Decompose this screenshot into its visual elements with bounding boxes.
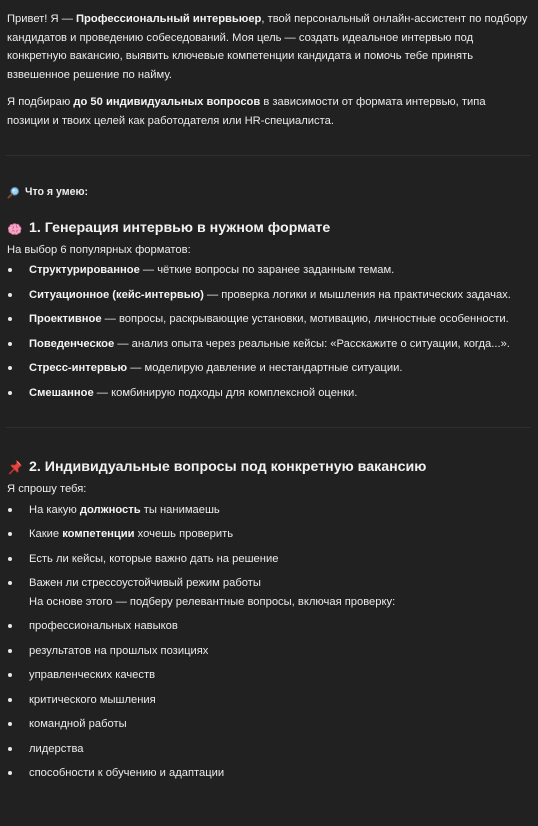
list-item-bold: Поведенческое — [29, 337, 115, 350]
list-item — [7, 261, 530, 280]
intro-bold: Профессиональный интервьюер — [76, 13, 262, 25]
formats-list — [7, 261, 530, 402]
list-item — [7, 359, 530, 378]
list-item — [7, 501, 530, 520]
list-item-bold: Смешанное — [29, 386, 94, 399]
intro-text: , твой персональный онлайн-ассистент по подбору кандидатов и проведению собеседований. Моя цель — создать идеальное интервью под конкретную вакансию, выявить ключевые компетенции кандидата и помочь тебе принять взвешенное решение по найму. — [7, 13, 528, 81]
list-item-bold: Проективное — [29, 313, 102, 325]
list-item-text: Есть ли кейсы, которые важно дать на решение — [29, 552, 279, 565]
intro-text: Привет! Я — — [7, 13, 77, 25]
capabilities-label: Что я умею: — [25, 186, 89, 198]
magnifier-icon — [7, 186, 20, 199]
section-2-heading — [7, 456, 530, 478]
list-item-text: хочешь проверить — [134, 528, 234, 540]
list-item — [7, 574, 530, 593]
list-item: критического мышления — [7, 691, 530, 710]
section-2-title: 2. Индивидуальные вопросы под конкретную вакансию — [29, 459, 427, 475]
divider — [6, 155, 531, 156]
list-item-bold: Стресс-интервью — [29, 362, 128, 374]
list-item-text: Важен ли стрессоустойчивый режим работы — [29, 577, 261, 589]
section-1-title: 1. Генерация интервью в нужном формате — [29, 219, 331, 236]
list-item: профессиональных навыков — [7, 617, 530, 636]
list-item — [7, 384, 530, 403]
list-item-text: Какие — [29, 528, 63, 540]
list-item-text: — проверка логики и мышления на практических задачах. — [203, 288, 511, 301]
section-2-subtitle: Я спрошу тебя: — [7, 483, 87, 495]
checks-intro: На основе этого — подберу релевантные вопросы, включая проверку: — [29, 595, 396, 608]
brain-icon — [7, 220, 23, 236]
list-item-text: — анализ опыта через реальные кейсы: «Расскажите о ситуации, когда...». — [114, 337, 510, 350]
list-item: командной работы — [7, 715, 530, 734]
capabilities-heading — [7, 183, 530, 202]
list-item-bold: Ситуационное (кейс-интервью) — [29, 288, 204, 301]
list-item: лидерства — [7, 740, 530, 759]
intro-text: Я подбираю — [7, 96, 74, 108]
list-item-text: На какую — [29, 503, 80, 516]
list-item: способности к обучению и адаптации — [7, 764, 530, 783]
section-1-heading — [7, 217, 530, 239]
intro-bold: до 50 индивидуальных вопросов — [73, 96, 261, 108]
intro-text: в зависимости от формата интервью, типа позиции и твоих целей как работодателя или HR-специалиста. — [7, 96, 486, 127]
list-item-bold: компетенции — [62, 528, 135, 540]
list-item — [7, 335, 530, 354]
list-item-text: ты нанимаешь — [140, 503, 220, 516]
list-item-bold: должность — [79, 503, 141, 516]
list-item-text: — комбинирую подходы для комплексной оценки. — [93, 386, 358, 399]
intro-paragraph — [7, 10, 530, 84]
list-item: управленческих качеств — [7, 666, 530, 685]
list-item — [7, 525, 530, 544]
list-item — [7, 550, 530, 569]
pushpin-icon — [7, 459, 23, 475]
questions-list — [7, 501, 530, 593]
list-item-text: — вопросы, раскрывающие установки, мотивацию, личностные особенности. — [101, 313, 509, 325]
list-item — [7, 310, 530, 329]
list-item-text: — чёткие вопросы по заранее заданным темам. — [139, 264, 395, 276]
list-item: результатов на прошлых позициях — [7, 642, 530, 661]
checks-list — [7, 617, 530, 783]
list-item-text: — моделирую давление и нестандартные ситуации. — [127, 362, 403, 374]
list-item — [7, 286, 530, 305]
section-1-subtitle: На выбор 6 популярных форматов: — [7, 243, 191, 256]
divider — [6, 427, 531, 428]
intro-paragraph-2 — [7, 93, 530, 130]
list-item-bold: Структурированное — [29, 264, 140, 276]
